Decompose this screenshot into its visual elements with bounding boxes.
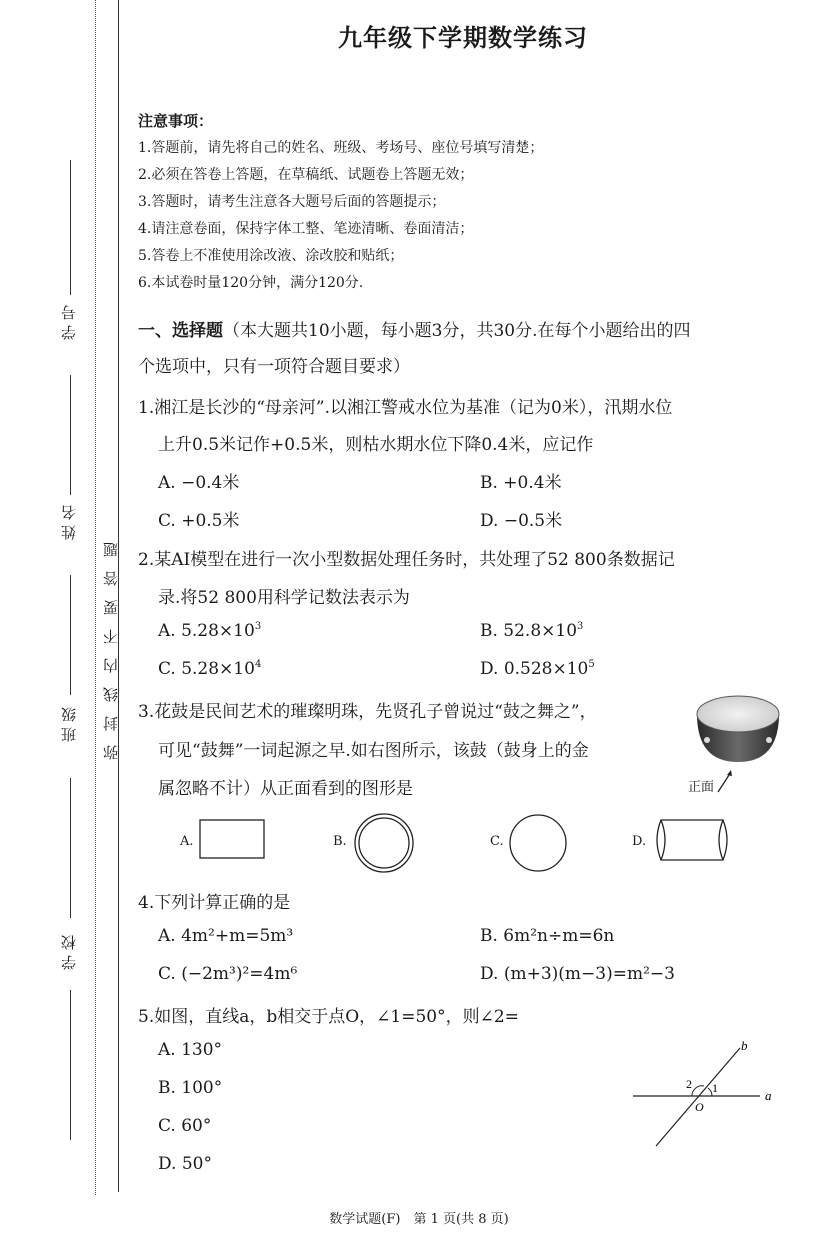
q3-option-d: D.: [632, 834, 647, 849]
q3-option-a: A.: [180, 834, 194, 849]
q4-option-d: D. (m+3)(m−3)=m²−3: [480, 964, 675, 984]
front-arrow-icon: [716, 768, 734, 794]
section-desc: （本大题共10小题，每小题3分，共30分.在每个小题给出的四: [223, 321, 691, 341]
blank-line: [70, 160, 71, 295]
blank-line: [70, 778, 71, 918]
seal-warning: 弥封线内不要答题: [102, 528, 120, 760]
q4-option-a: A. 4m²+m=5m³: [158, 926, 294, 946]
q1-option-a: A. −0.4米: [158, 473, 240, 493]
page-title: 九年级下学期数学练习: [338, 23, 588, 52]
q3-option-b: B.: [333, 834, 347, 849]
blank-line: [70, 375, 71, 495]
q4-option-b: B. 6m²n÷m=6n: [480, 926, 615, 946]
note-item: 2.必须在答卷上答题，在草稿纸、试题卷上答题无效；: [138, 167, 474, 183]
double-circle-figure: [353, 812, 415, 874]
drum-side-figure: [651, 812, 733, 868]
page-footer: 数学试题(F) 第 1 页(共 8 页): [329, 1212, 509, 1227]
question-3-stem: 可见“鼓舞”一词起源之早.如右图所示，该鼓（鼓身上的金: [158, 741, 589, 761]
label-name: 姓 名: [60, 505, 78, 541]
line-b-label: b: [741, 1038, 748, 1053]
label-class: 班 级: [60, 707, 78, 743]
q2-option-b: B. $52.8\times 10^3$: [480, 621, 584, 641]
drum-image: [693, 692, 783, 764]
q1-option-c: C. +0.5米: [158, 511, 240, 531]
note-item: 5.答卷上不准使用涂改液、涂改胶和贴纸；: [138, 248, 404, 264]
circle-figure: [507, 812, 569, 874]
rectangle-figure: [198, 812, 266, 864]
q5-option-d: D. 50°: [158, 1154, 212, 1174]
question-1-stem: 1.湘江是长沙的“母亲河”.以湘江警戒水位为基准（记为0米），汛期水位: [138, 398, 673, 418]
q3-option-c: C.: [490, 834, 504, 849]
intersecting-lines-figure: [628, 1036, 778, 1151]
note-item: 6.本试卷时量120分钟，满分120分.: [138, 275, 364, 291]
point-o-label: O: [695, 1100, 704, 1114]
angle-1-label: 1: [712, 1081, 718, 1095]
q4-option-c: C. (−2m³)²=4m⁶: [158, 964, 298, 984]
q2-option-d: D. $0.528\times 10^5$: [480, 659, 595, 679]
q1-option-d: D. −0.5米: [480, 511, 563, 531]
note-item: 1.答题前，请先将自己的姓名、班级、考场号、座位号填写清楚；: [138, 140, 544, 156]
q1-option-b: B. +0.4米: [480, 473, 562, 493]
section-desc: 个选项中，只有一项符合题目要求）: [138, 357, 410, 377]
question-4-stem: 4.下列计算正确的是: [138, 893, 291, 913]
q2-option-a: A. $5.28\times 10^3$: [158, 621, 262, 641]
notes-heading: 注意事项：: [138, 112, 214, 130]
q5-option-c: C. 60°: [158, 1116, 212, 1136]
question-5-stem: 5.如图，直线a，b相交于点O，∠1=50°，则∠2=: [138, 1007, 519, 1027]
q5-option-a: A. 130°: [158, 1040, 223, 1060]
note-item: 3.答题时，请考生注意各大题号后面的答题提示；: [138, 194, 446, 210]
question-2-stem: 2.某AI模型在进行一次小型数据处理任务时，共处理了52 800条数据记: [138, 550, 675, 570]
note-item: 4.请注意卷面，保持字体工整、笔迹清晰、卷面清洁；: [138, 221, 474, 237]
angle-2-label: 2: [686, 1077, 692, 1091]
line-a-label: a: [765, 1088, 772, 1103]
dotted-seal-line: [95, 0, 96, 1195]
q5-option-b: B. 100°: [158, 1078, 223, 1098]
section-choice-header: [138, 313, 788, 385]
question-1-stem: 上升0.5米记作+0.5米，则枯水期水位下降0.4米，应记作: [158, 435, 594, 455]
question-3-stem: 3.花鼓是民间艺术的璀璨明珠，先贤孔子曾说过“鼓之舞之”，: [138, 702, 597, 722]
question-3-stem: 属忽略不计）从正面看到的图形是: [158, 779, 413, 799]
binding-margin: [0, 0, 125, 1235]
question-2-stem: 录.将52 800用科学记数法表示为: [158, 588, 410, 608]
q2-option-c: C. $5.28\times 10^4$: [158, 659, 262, 679]
section-heading: 一、选择题: [138, 321, 223, 341]
blank-line: [70, 575, 71, 695]
label-student-id: 学 号: [60, 305, 78, 341]
label-school: 学 校: [60, 935, 78, 971]
blank-line: [70, 990, 71, 1140]
front-label: 正面: [688, 780, 715, 795]
